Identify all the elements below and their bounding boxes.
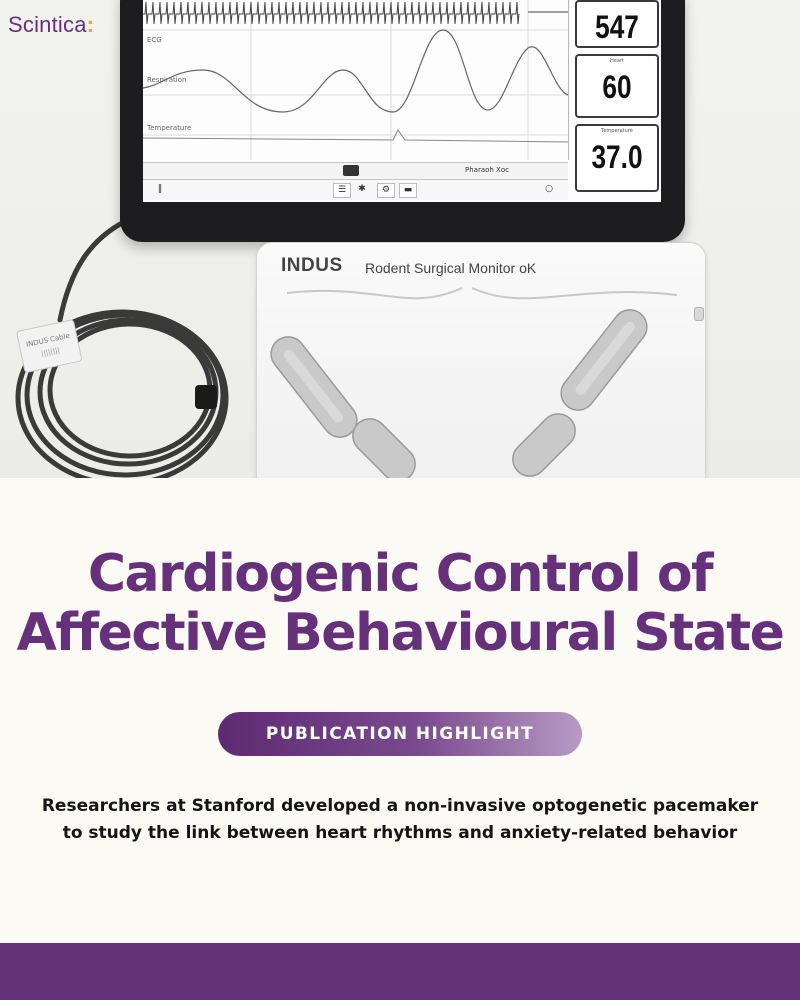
cable-tag-text: INDUS Cable: [25, 331, 71, 349]
reading-label-temperature: Temperature: [601, 128, 633, 134]
electrode-pads: [257, 243, 705, 478]
reading-box-heart: [575, 54, 659, 118]
readings-panel: [571, 0, 661, 202]
surgical-board: [256, 242, 706, 478]
reading-box-temperature: [575, 124, 659, 192]
reading-label-heart: Heart: [610, 58, 624, 64]
device-brand: INDUS: [281, 255, 343, 276]
hero-photo: [0, 0, 800, 478]
reading-value-heart: 60: [602, 69, 632, 105]
camera-icon: [343, 165, 359, 176]
side-knob: [694, 307, 704, 321]
logo-text: Scintica: [8, 12, 87, 37]
article-title: [0, 545, 800, 663]
article-summary: Researchers at Stanford developed a non-invasive optogenetic pacemaker to study the link between heart rhythms and anxiety-related behavior: [41, 796, 759, 843]
reading-value-temperature: 37.0: [591, 139, 643, 175]
channel-label-respiration: Respiration: [147, 76, 187, 84]
monitor-status-bar: [143, 162, 568, 180]
channel-label-temperature: Temperature: [147, 124, 192, 132]
logo-colon: :: [86, 12, 95, 37]
reading-value-top: 547: [595, 9, 639, 45]
svg-text:||||||||: ||||||||: [40, 346, 61, 358]
waveform-area: [143, 0, 569, 160]
footer-band: [0, 943, 800, 1000]
settings-icon[interactable]: ⚙: [377, 183, 395, 198]
scintica-logo[interactable]: [8, 12, 94, 38]
publication-highlight-badge: PUBLICATION HIGHLIGHT: [218, 712, 582, 756]
monitor-toolbar: [143, 180, 568, 200]
circle-icon[interactable]: ○: [545, 184, 553, 194]
title-line-1: Cardiogenic Control of: [87, 544, 713, 604]
monitor-screen: [143, 0, 661, 202]
waveform-graph: [143, 0, 568, 160]
title-line-2: Affective Behavioural State: [16, 603, 784, 663]
channel-label-ecg: ECG: [147, 36, 162, 44]
status-text: Pharaoh Xoc: [465, 166, 509, 174]
device-model: Rodent Surgical Monitor oK: [365, 260, 537, 276]
pause-icon[interactable]: ‖: [157, 184, 163, 194]
reading-box-top: [575, 0, 659, 48]
list-icon[interactable]: ☰: [333, 183, 351, 198]
sparkle-icon[interactable]: ✱: [358, 184, 366, 194]
screen-icon[interactable]: ▬: [399, 183, 417, 198]
